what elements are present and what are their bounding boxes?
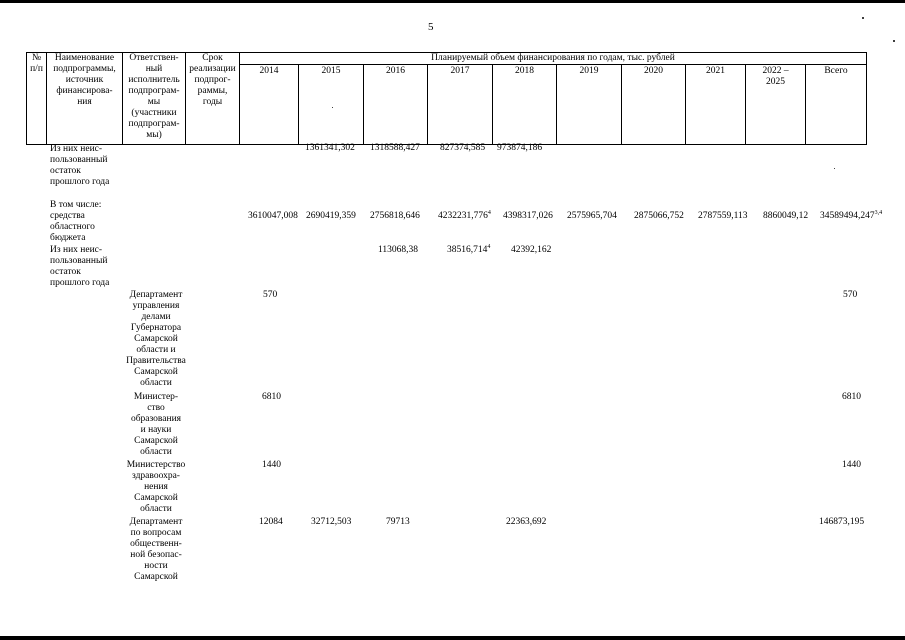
cell-2020: 2875066,752: [634, 211, 684, 221]
cell-2022-2025: 8860049,12: [763, 211, 809, 221]
cell-2016: 1318588,427: [370, 143, 420, 153]
row-department: Департамент управления делами Губернатора Самарской области и Правительства Самарской области: [126, 290, 186, 388]
row-label: В том числе: средства областного бюджета: [50, 200, 102, 243]
cell-2019: 2575965,704: [567, 211, 617, 221]
cell-total: 6810: [842, 392, 861, 402]
header-year-2020: 2020: [622, 65, 686, 145]
header-year-2018: 2018: [493, 65, 557, 145]
row-label: Из них неис- пользованный остаток прошлого года: [50, 245, 110, 288]
cell-2018: 22363,692: [506, 517, 547, 527]
cell-2017: 827374,585: [440, 143, 486, 153]
top-border: [0, 0, 905, 3]
page-number: 5: [428, 21, 434, 33]
header-year-2022-2025: 2022 – 2025: [746, 65, 806, 145]
cell-total: 146873,195: [819, 517, 865, 527]
cell-total: 1440: [842, 460, 861, 470]
header-group-title: Планируемый объем финансирования по годам, тыс. рублей: [240, 53, 867, 65]
header-year-2016: 2016: [364, 65, 428, 145]
cell-2015: 1361341,302: [305, 143, 355, 153]
scan-speck: [862, 17, 864, 19]
row-label: Из них неис- пользованный остаток прошлого года: [50, 144, 110, 187]
cell-2016: 79713: [386, 517, 410, 527]
cell-2021: 2787559,113: [698, 211, 748, 221]
cell-2018: 973874,186: [497, 143, 543, 153]
header-year-2015: 2015: [299, 65, 364, 145]
cell-2017: 4232231,776$^4$: [438, 209, 491, 221]
cell-2014: 1440: [262, 460, 281, 470]
row-department: Министерство здравоохра- нения Самарской области: [126, 460, 186, 514]
scan-speck: [893, 40, 895, 42]
cell-2015: 32712,503: [311, 517, 352, 527]
header-year-2021: 2021: [686, 65, 746, 145]
scan-speck: [834, 168, 835, 169]
cell-2018: 42392,162: [511, 245, 552, 255]
header-total: Всего: [806, 65, 867, 145]
header-col-responsible: Ответствен- ный исполнитель подпрограм- мы (участники подпрограм- мы): [123, 53, 186, 145]
row-department: Министер- ство образования и науки Самарской области: [130, 392, 182, 457]
cell-2015: 2690419,359: [306, 211, 356, 221]
cell-2018: 4398317,026: [503, 211, 553, 221]
cell-2014: 6810: [262, 392, 281, 402]
header-year-2017: 2017: [428, 65, 493, 145]
table-header: [26, 52, 867, 145]
header-col-term: Срок реализации подпрог- раммы, годы: [186, 53, 240, 145]
cell-total: 570: [843, 290, 858, 300]
cell-2016: 2756818,646: [370, 211, 420, 221]
header-year-2014: 2014: [240, 65, 299, 145]
row-department: Департамент по вопросам общественн- ной безопас- ности Самарской: [129, 517, 183, 582]
header-year-2019: 2019: [557, 65, 622, 145]
cell-2016: 113068,38: [378, 245, 419, 255]
cell-total: 34589494,247$^{3,4}$: [820, 209, 883, 221]
header-col-number: № п/п: [27, 53, 47, 145]
cell-2014: 570: [263, 290, 278, 300]
bottom-border: [0, 636, 905, 640]
cell-2017: 38516,714$^4$: [447, 243, 491, 255]
header-col-name: Наименование подпрограммы, источник финансирова- ния: [47, 53, 123, 145]
cell-2014: 12084: [259, 517, 283, 527]
cell-2014: 3610047,008: [248, 211, 298, 221]
